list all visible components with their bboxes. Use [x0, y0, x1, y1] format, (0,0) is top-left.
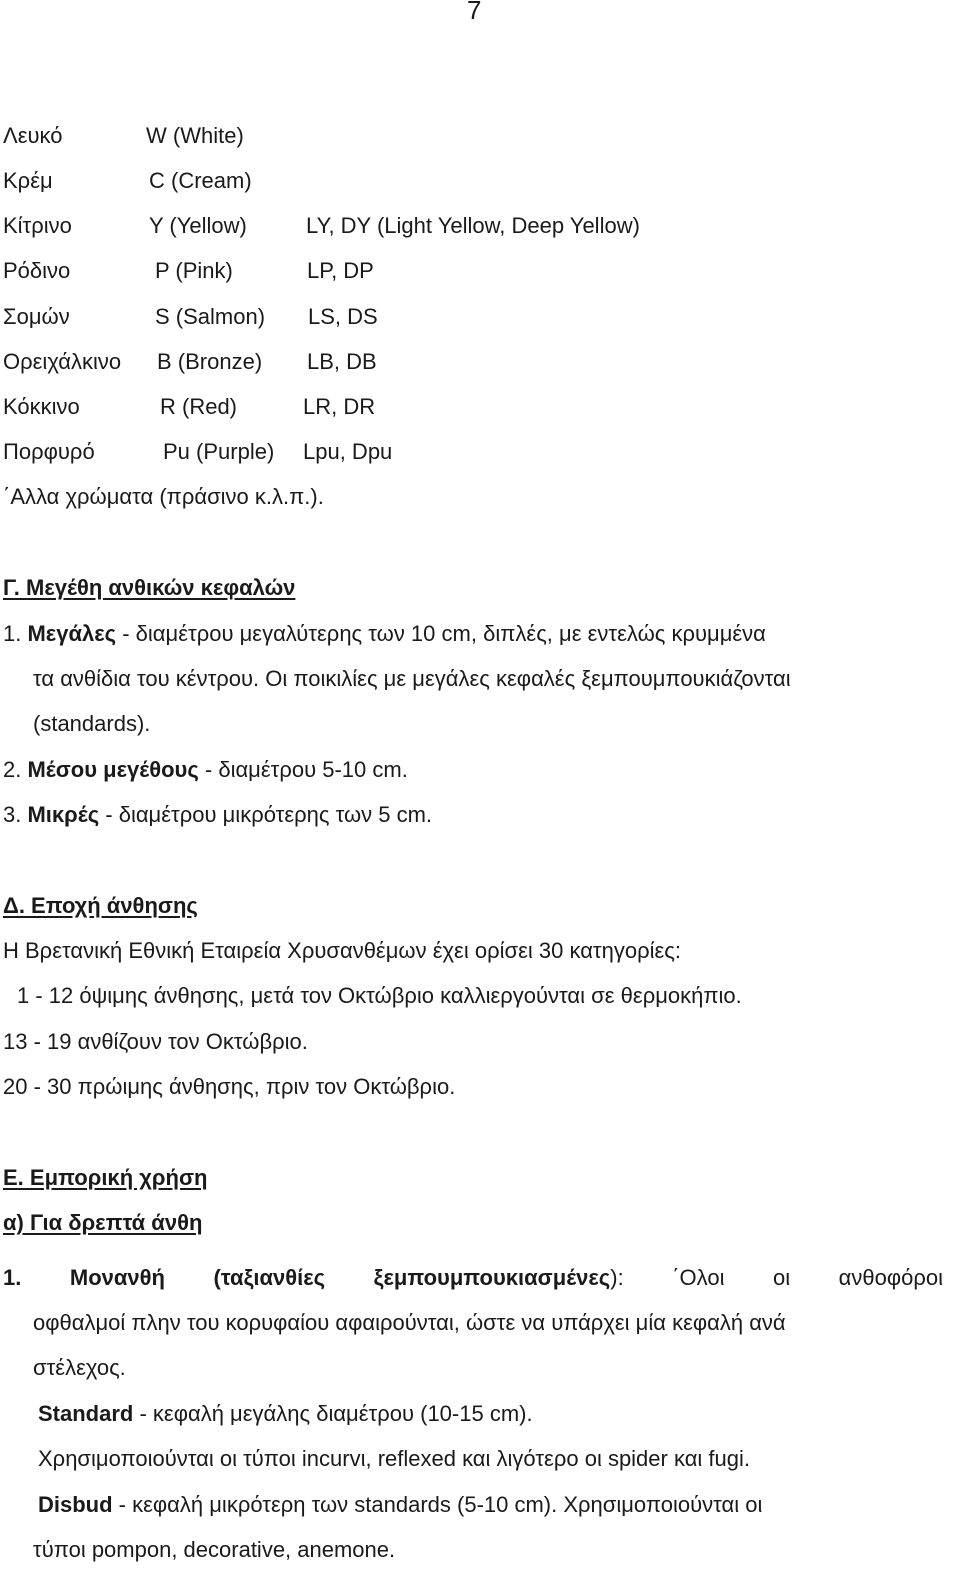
size-item-small: [3, 801, 432, 829]
section-g-heading: Γ. Μεγέθη ανθικών κεφαλών: [3, 575, 296, 600]
item-term: Standard: [38, 1401, 134, 1426]
color-greek: Πορφυρό: [3, 439, 95, 464]
color-code: Pu (Purple): [163, 439, 275, 464]
single-flower-line3: στέλεχος.: [33, 1355, 126, 1380]
color-greek: Κόκκινο: [3, 394, 80, 419]
color-row: [3, 393, 943, 421]
color-greek: Σομών: [3, 304, 70, 329]
color-code: C (Cream): [149, 168, 252, 193]
item-term: Μεγάλες: [27, 621, 117, 646]
color-row: [3, 167, 943, 195]
color-code: R (Red): [160, 394, 238, 419]
item-word: οι: [773, 1265, 791, 1290]
item-number: 2.: [3, 757, 28, 782]
color-variants: LS, DS: [308, 304, 378, 329]
size-item-large: [3, 620, 766, 648]
section-d-intro: Η Βρετανική Εθνική Εταιρεία Χρυσανθέμων έχει ορίσει 30 κατηγορίες:: [3, 938, 682, 963]
single-flower-line2: οφθαλμοί πλην του κορυφαίου αφαιρούνται, ώστε να υπάρχει μία κεφαλή ανά: [33, 1310, 786, 1335]
color-row: [3, 348, 943, 376]
color-row: [3, 122, 943, 150]
item-text: - κεφαλή μικρότερη των standards (5-10 cm). Χρησιμοποιούνται οι: [112, 1492, 763, 1517]
disbud-item: [38, 1491, 762, 1519]
section-d-heading: Δ. Εποχή άνθησης: [3, 893, 198, 918]
item-term: Disbud: [38, 1492, 113, 1517]
item-text: - κεφαλή μεγάλης διαμέτρου (10-15 cm).: [133, 1401, 533, 1426]
color-greek: Ρόδινο: [3, 258, 71, 283]
section-e-subheading: α) Για δρεπτά άνθη: [3, 1210, 203, 1235]
item-term: Μονανθή: [69, 1265, 165, 1290]
item-term: (ταξιανθίες: [213, 1265, 326, 1290]
color-variants: LB, DB: [307, 349, 377, 374]
color-variants: LY, DY (Light Yellow, Deep Yellow): [306, 213, 640, 238]
standard-item: [38, 1400, 533, 1428]
color-code: S (Salmon): [155, 304, 266, 329]
item-term-wrap: ξεμπουμπουκιασμένες):: [373, 1265, 624, 1290]
disbud-types: τύποι pompon, decorative, anemone.: [33, 1537, 396, 1562]
color-greek: Λευκό: [3, 123, 63, 148]
standard-types: Χρησιμοποιούνται οι τύποι incurvι, reflexed και λιγότερο οι spider και fugi.: [38, 1446, 751, 1471]
item-term: Μικρές: [27, 802, 100, 827]
item-text: - διαμέτρου μεγαλύτερης των 10 cm, διπλές, με εντελώς κρυμμένα: [116, 621, 766, 646]
color-greek: Ορειχάλκινο: [3, 349, 122, 374]
bloom-category-late: 1 - 12 όψιμης άνθησης, μετά τον Οκτώβριο καλλιεργούνται σε θερμοκήπιο.: [17, 983, 742, 1008]
size-item-medium: [3, 756, 408, 784]
item-word: ΄Ολοι: [672, 1265, 725, 1290]
color-variants: Lpu, Dpu: [303, 439, 393, 464]
color-code: Y (Yellow): [149, 213, 247, 238]
item-number: 3.: [3, 802, 28, 827]
item-text: - διαμέτρου μικρότερης των 5 cm.: [99, 802, 433, 827]
item-text: - διαμέτρου 5-10 cm.: [198, 757, 408, 782]
size-item-large-line3: (standards).: [33, 711, 151, 736]
color-variants: LR, DR: [303, 394, 376, 419]
item-number: 1.: [3, 621, 28, 646]
color-code: B (Bronze): [157, 349, 263, 374]
item-term: Μέσου μεγέθους: [27, 757, 199, 782]
color-row: [3, 303, 943, 331]
bloom-category-early: 20 - 30 πρώιμης άνθησης, πριν τον Οκτώβριο.: [3, 1074, 456, 1099]
bloom-category-october: 13 - 19 ανθίζουν τον Οκτώβριο.: [3, 1029, 308, 1054]
color-greek: Κρέμ: [3, 168, 53, 193]
page-number: 7: [467, 0, 482, 25]
color-variants: LP, DP: [307, 258, 374, 283]
color-row: [3, 438, 943, 466]
section-e-heading: Ε. Εμπορική χρήση: [3, 1165, 208, 1190]
color-row: [3, 257, 943, 285]
color-row: [3, 212, 943, 240]
size-item-large-line2: τα ανθίδια του κέντρου. Οι ποικιλίες με μεγάλες κεφαλές ξεμπουμπουκιάζονται: [33, 666, 791, 691]
item-number: 1.: [3, 1265, 22, 1290]
other-colors: ΄Αλλα χρώματα (πράσινο κ.λ.π.).: [3, 484, 324, 509]
single-flower-item: [3, 1264, 943, 1292]
item-word: ανθοφόροι: [838, 1265, 943, 1290]
color-greek: Κίτρινο: [3, 213, 72, 238]
color-code: P (Pink): [155, 258, 233, 283]
color-code: W (White): [146, 123, 244, 148]
item-term: ξεμπουμπουκιασμένες: [373, 1265, 611, 1290]
